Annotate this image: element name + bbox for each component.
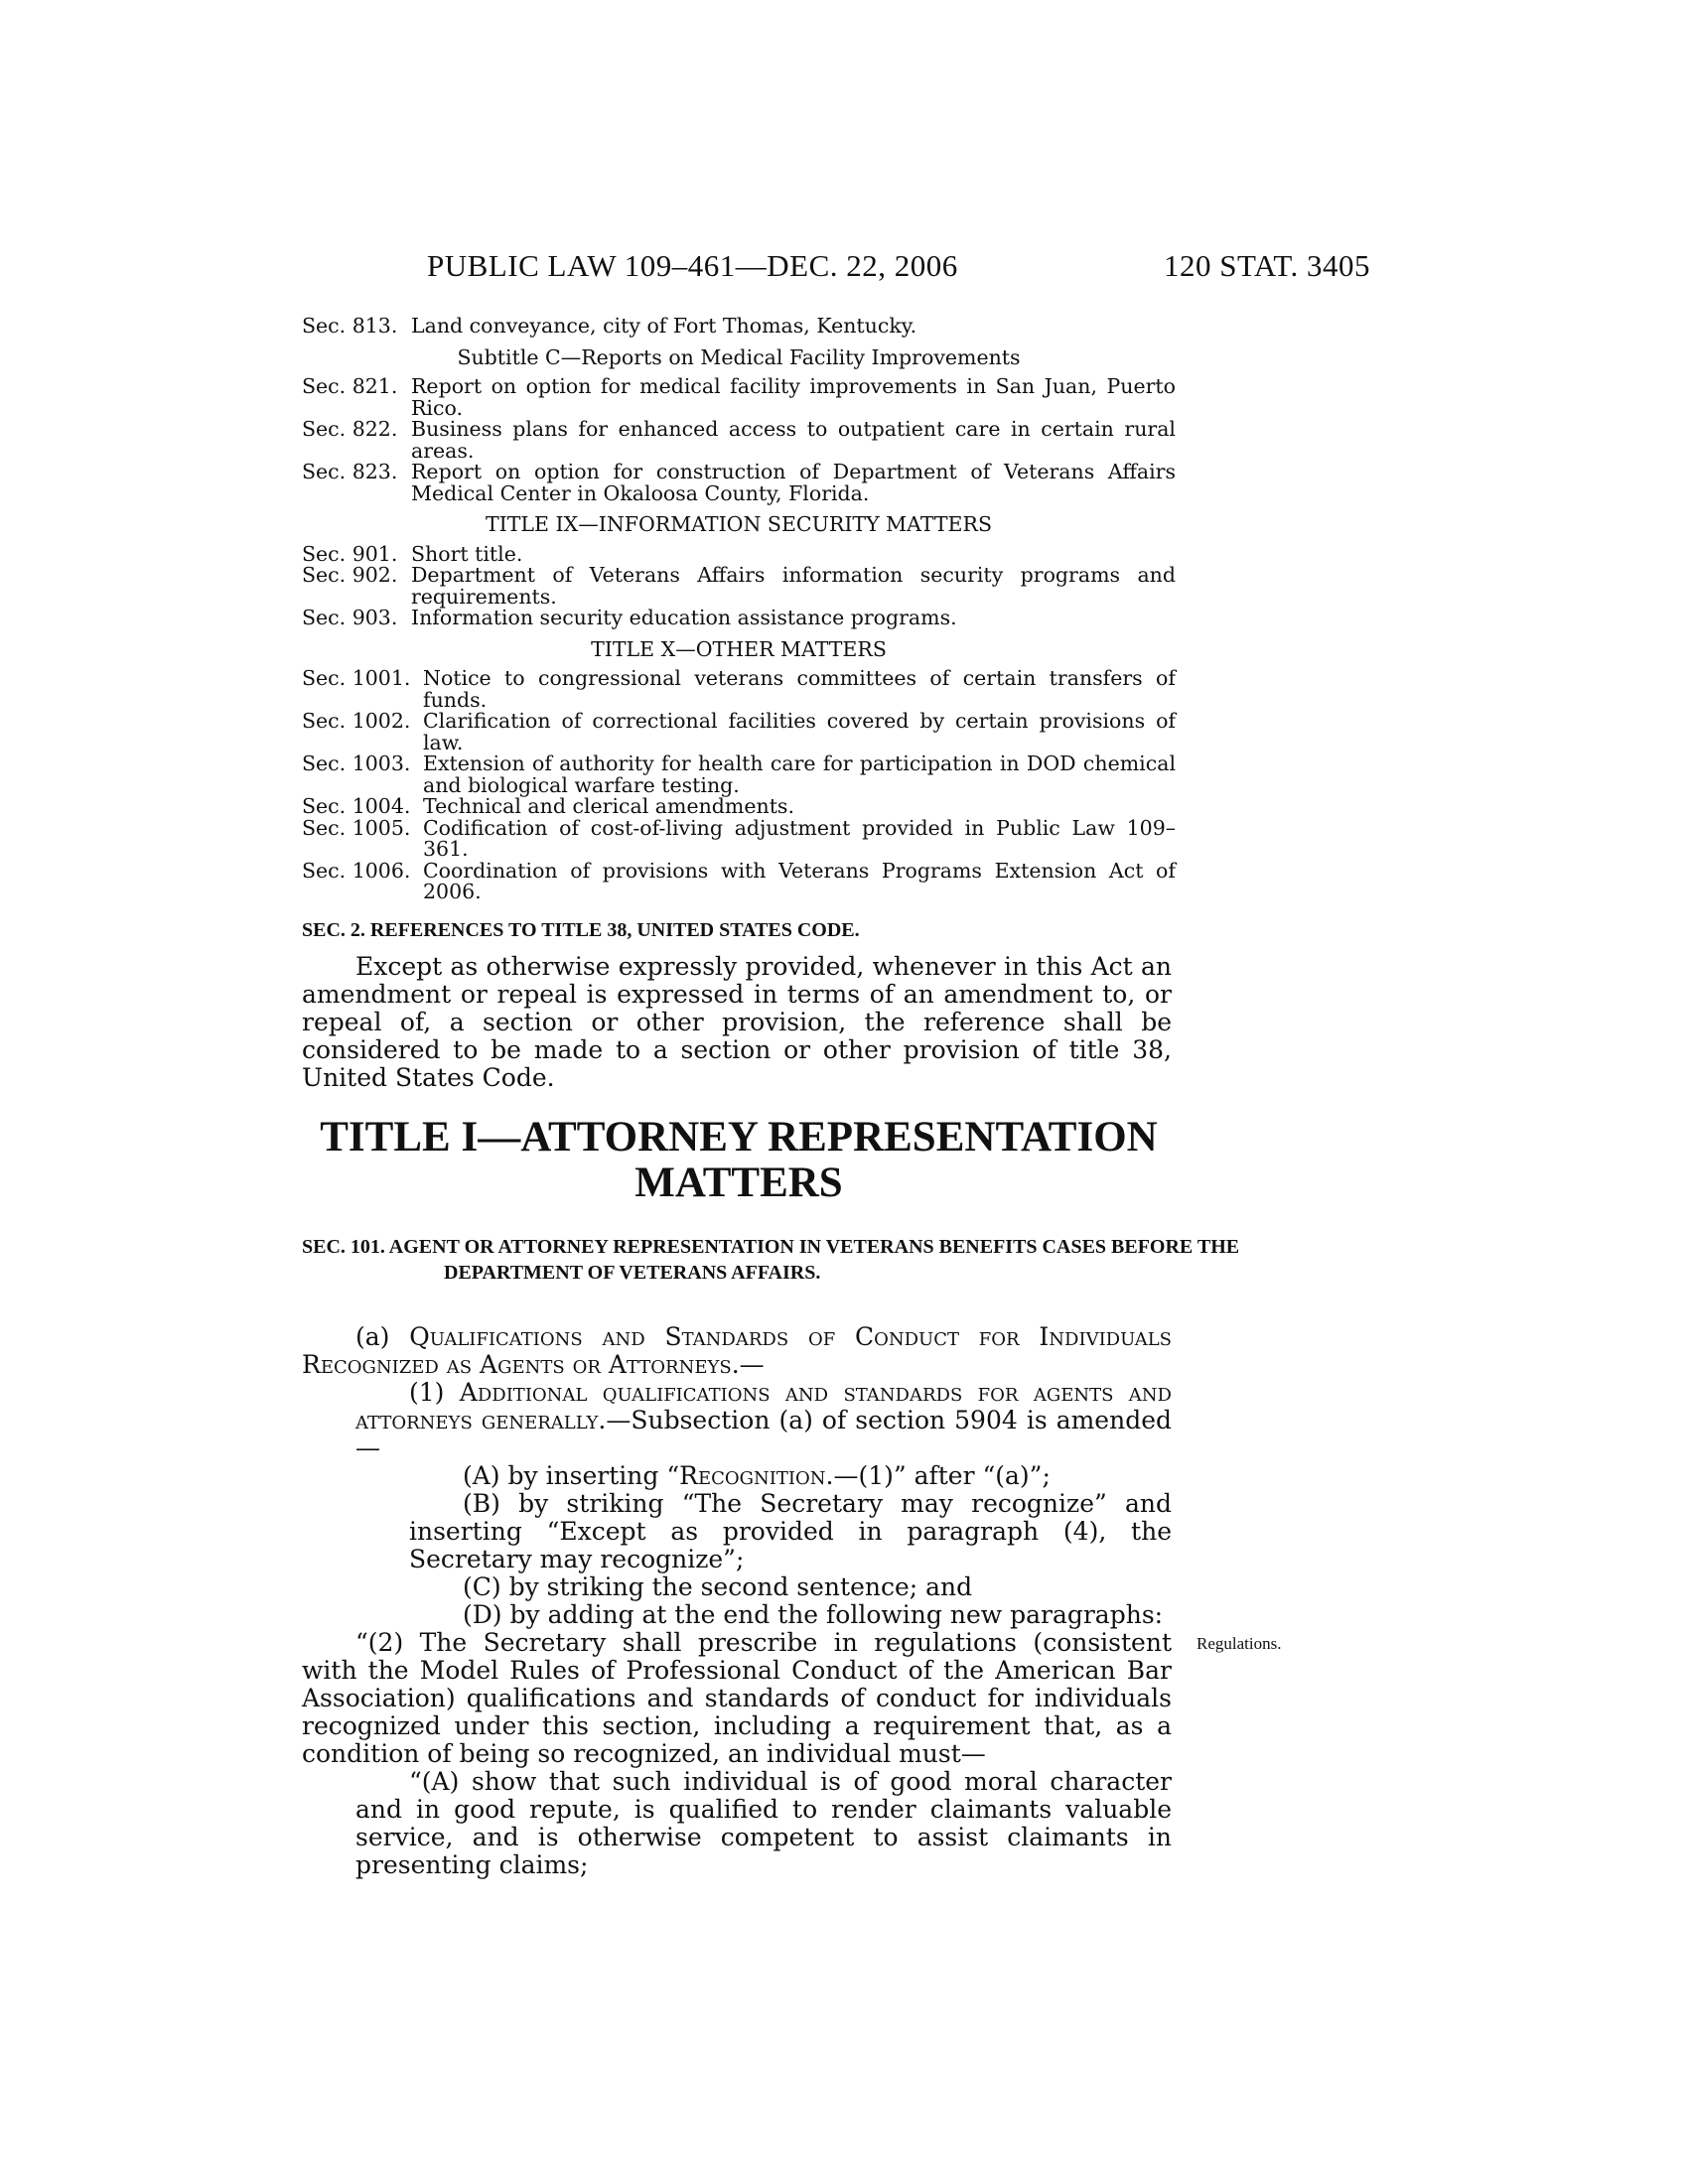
- toc-entry: [302, 608, 1176, 629]
- toc-section-number: Sec. 1001.: [302, 666, 411, 690]
- toc-section-title: Department of Veterans Affairs information security programs and requirements.: [411, 563, 1176, 609]
- toc-section-number: Sec. 901.: [302, 541, 398, 566]
- section-body: Except as otherwise expressly provided, whenever in this Act an amendment or repeal is expressed in terms of an amendment to, or repeal of, a section or other provision, the reference shall be considered to be made to a section or other provision of title 38, United States Code.: [302, 952, 1172, 1092]
- statute-page-number: 120 STAT. 3405: [1163, 248, 1370, 283]
- subsection-a-heading: Qualifications and Standards of Conduct for Individuals Recognized as Agents or Attorneys.—: [302, 1322, 1173, 1379]
- toc-section-number: Sec. 903.: [302, 606, 398, 629]
- toc-section-title: Information security education assistance programs.: [411, 606, 957, 629]
- toc-entry: [302, 419, 1176, 462]
- toc-section-number: Sec. 902.: [302, 563, 398, 587]
- toc-section-number: Sec. 821.: [302, 374, 398, 398]
- toc-section-number: Sec. 1006.: [302, 858, 411, 883]
- toc-section-number: Sec. 1003.: [302, 751, 411, 775]
- toc-entry: [302, 668, 1176, 711]
- toc-entry: [302, 376, 1176, 419]
- clause-D: (D) by adding at the end the following new paragraphs:: [463, 1600, 1164, 1629]
- quoted-paragraph-2: “(2) The Secretary shall prescribe in regulations (consistent with the Model Rules of Professional Conduct of the American Bar Association) qualifications and standards of conduct for individuals recognized under this section, including a requirement that, as a condition of being so recognized, an individual must—: [302, 1628, 1172, 1768]
- toc-entry: [302, 753, 1176, 796]
- toc-section-number: Sec. 1004.: [302, 794, 411, 818]
- toc-entry: [302, 858, 1176, 903]
- subsection-a: (a) Qualifications and Standards of Conduct for Individuals Recognized as Agents or Attorneys.—: [302, 1322, 1173, 1379]
- margin-note: Regulations.: [1196, 1634, 1282, 1653]
- toc-title-heading: TITLE IX—INFORMATION SECURITY MATTERS: [485, 512, 992, 536]
- title-heading: TITLE I—ATTORNEY REPRESENTATION MATTERS: [320, 1114, 1158, 1206]
- toc-section-title: Business plans for enhanced access to outpatient care in certain rural areas.: [411, 417, 1176, 463]
- section-heading: SEC. 2. REFERENCES TO TITLE 38, UNITED STATES CODE.: [302, 919, 860, 941]
- page-header: [298, 248, 1370, 288]
- clause-A: (A) by inserting “Recognition.—(1)” after “(a)”;: [463, 1461, 1051, 1490]
- quoted-subparagraph-A: “(A) show that such individual is of good moral character and in good repute, is qualified to render claimants valuable service, and is otherwise competent to assist claimants in presenting claims;: [355, 1767, 1172, 1879]
- toc-entry: [302, 796, 1176, 818]
- clause-B: (B) by striking “The Secretary may recognize” and inserting “Except as provided in paragraph (4), the Secretary may recognize”;: [409, 1489, 1172, 1573]
- table-of-contents: [302, 316, 1176, 903]
- toc-entry: [302, 565, 1176, 608]
- toc-section-title: Clarification of correctional facilities covered by certain provisions of law.: [423, 709, 1176, 754]
- running-head: PUBLIC LAW 109–461—DEC. 22, 2006: [427, 248, 958, 283]
- toc-entry: [302, 711, 1176, 753]
- section-heading: SEC. 101. AGENT OR ATTORNEY REPRESENTATION IN VETERANS BENEFITS CASES BEFORE THE DEPARTMENT OF VETERANS AFFAIRS.: [302, 1236, 1240, 1284]
- clause-C: (C) by striking the second sentence; and: [463, 1572, 973, 1601]
- toc-section-title: Technical and clerical amendments.: [423, 794, 794, 818]
- toc-section-number: Sec. 822.: [302, 417, 398, 441]
- toc-section-number: Sec. 1005.: [302, 815, 411, 840]
- toc-section-title: Coordination of provisions with Veterans Programs Extension Act of 2006.: [423, 858, 1176, 903]
- toc-entry: [302, 316, 1176, 338]
- toc-title-heading: TITLE X—OTHER MATTERS: [591, 636, 887, 661]
- toc-entry: [302, 541, 1176, 566]
- toc-section-title: Notice to congressional veterans committees of certain transfers of funds.: [423, 666, 1176, 712]
- toc-section-number: Sec. 823.: [302, 460, 398, 483]
- toc-section-number: Sec. 813.: [302, 314, 398, 338]
- paragraph-1-heading: Additional qualifications and standards for agents and attorneys generally.: [355, 1378, 1172, 1434]
- toc-section-title: Report on option for medical facility improvements in San Juan, Puerto Rico.: [411, 374, 1176, 420]
- toc-subtitle: Subtitle C—Reports on Medical Facility Improvements: [457, 344, 1021, 369]
- toc-section-title: Land conveyance, city of Fort Thomas, Kentucky.: [411, 314, 917, 338]
- toc-section-title: Extension of authority for health care for participation in DOD chemical and biological warfare testing.: [423, 751, 1176, 797]
- paragraph-1: (1) Additional qualifications and standards for agents and attorneys generally.—Subsection (a) of section 5904 is amended—: [355, 1378, 1173, 1462]
- toc-entry: [302, 815, 1176, 861]
- toc-entry: [302, 462, 1176, 504]
- toc-section-number: Sec. 1002.: [302, 709, 411, 733]
- toc-section-title: Short title.: [411, 541, 523, 566]
- toc-section-title: Codification of cost-of-living adjustment provided in Public Law 109–361.: [423, 815, 1176, 861]
- toc-section-title: Report on option for construction of Department of Veterans Affairs Medical Center in Okaloosa County, Florida.: [411, 460, 1176, 505]
